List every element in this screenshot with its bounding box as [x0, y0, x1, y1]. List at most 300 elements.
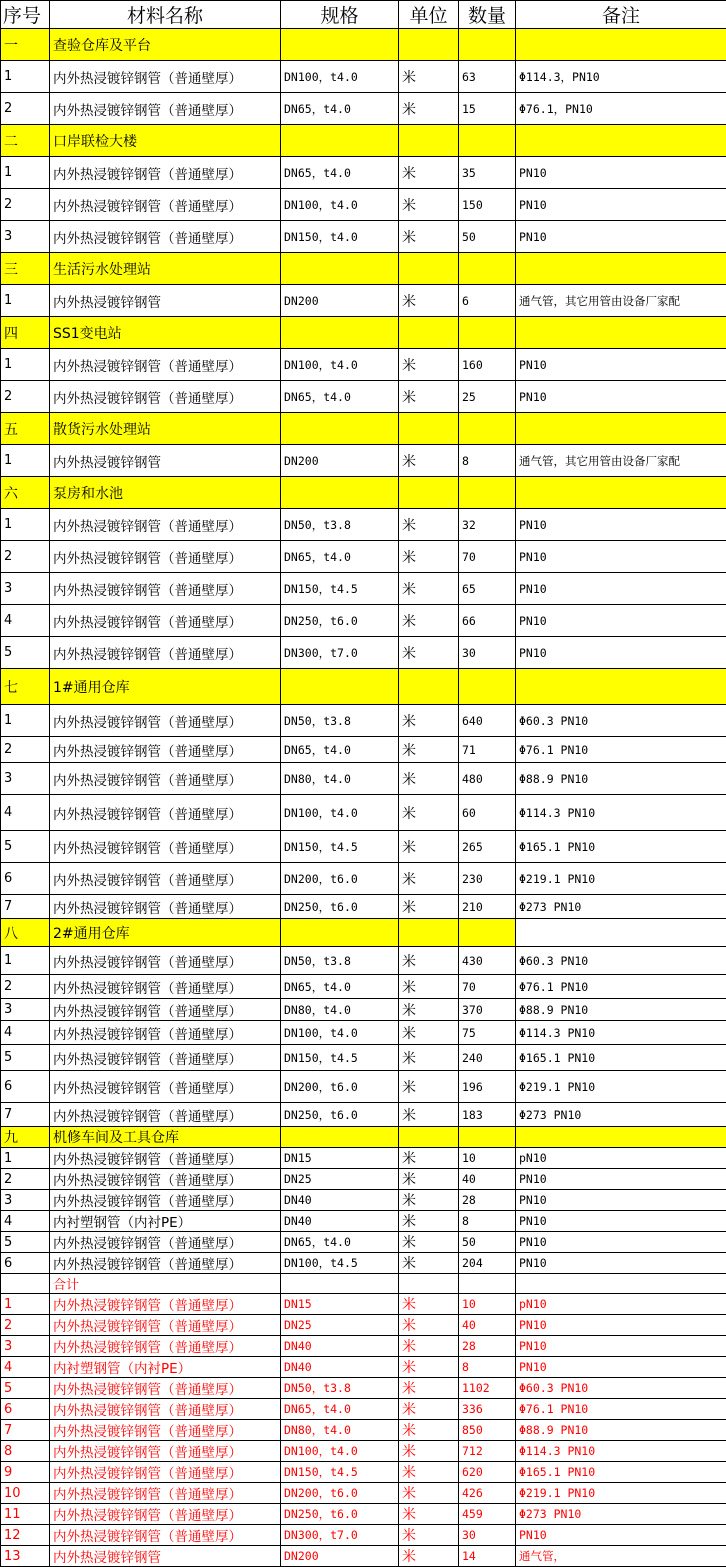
serial-cell: 2 — [1, 975, 50, 999]
qty-cell — [459, 919, 516, 947]
note-cell: Φ76.1 PN10 — [516, 975, 726, 999]
unit-cell — [399, 669, 459, 705]
qty-cell — [459, 669, 516, 705]
section-row — [1, 125, 726, 157]
note-cell: PN10 — [516, 605, 726, 637]
spec-cell: DN200，t6.0 — [281, 1071, 399, 1103]
qty-cell: 28 — [459, 1336, 516, 1357]
note-cell: Φ114.3 PN10 — [516, 795, 726, 831]
unit-cell: 米 — [399, 381, 459, 413]
note-cell: PN10 — [516, 1336, 726, 1357]
qty-cell: 183 — [459, 1103, 516, 1127]
qty-cell: 640 — [459, 705, 516, 737]
unit-cell: 米 — [399, 1315, 459, 1336]
unit-cell: 米 — [399, 831, 459, 863]
spec-cell: DN250，t6.0 — [281, 1103, 399, 1127]
table-row — [1, 1315, 726, 1336]
table-row — [1, 1441, 726, 1462]
table-row — [1, 1420, 726, 1441]
material-name-cell: 内外热浸镀锌钢管（普通壁厚） — [50, 221, 281, 253]
spec-cell: DN50，t3.8 — [281, 947, 399, 975]
serial-cell: 2 — [1, 189, 50, 221]
section-title: 机修车间及工具仓库 — [50, 1127, 281, 1148]
qty-cell — [459, 477, 516, 509]
note-cell — [516, 125, 726, 157]
table-row — [1, 605, 726, 637]
qty-cell: 480 — [459, 763, 516, 795]
table-row — [1, 1294, 726, 1315]
table-row — [1, 509, 726, 541]
unit-cell: 米 — [399, 1378, 459, 1399]
unit-cell — [399, 1274, 459, 1294]
note-cell: Φ165.1 PN10 — [516, 1045, 726, 1071]
unit-cell: 米 — [399, 445, 459, 477]
qty-cell: 430 — [459, 947, 516, 975]
qty-cell: 210 — [459, 895, 516, 919]
note-cell: Φ114.3 PN10 — [516, 1441, 726, 1462]
qty-cell: 8 — [459, 1357, 516, 1378]
unit-cell: 米 — [399, 947, 459, 975]
note-cell: Φ273 PN10 — [516, 1103, 726, 1127]
unit-cell: 米 — [399, 863, 459, 895]
table-row — [1, 737, 726, 763]
note-cell: PN10 — [516, 157, 726, 189]
note-cell: PN10 — [516, 1315, 726, 1336]
serial-cell: 2 — [1, 1315, 50, 1336]
spec-cell: DN65，t4.0 — [281, 1399, 399, 1420]
spec-cell: DN200，t6.0 — [281, 863, 399, 895]
header-quantity: 数量 — [459, 1, 516, 29]
table-row — [1, 541, 726, 573]
unit-cell: 米 — [399, 1546, 459, 1567]
qty-cell: 10 — [459, 1294, 516, 1315]
note-cell — [516, 477, 726, 509]
serial-cell: 13 — [1, 1546, 50, 1567]
table-row — [1, 1546, 726, 1567]
serial-cell: 3 — [1, 573, 50, 605]
spec-cell: DN65，t4.0 — [281, 1232, 399, 1253]
header-serial: 序号 — [1, 1, 50, 29]
serial-cell: 3 — [1, 1190, 50, 1211]
qty-cell — [459, 29, 516, 61]
table-row — [1, 445, 726, 477]
serial-cell: 5 — [1, 637, 50, 669]
qty-cell: 240 — [459, 1045, 516, 1071]
serial-cell: 1 — [1, 349, 50, 381]
spec-cell: DN200，t6.0 — [281, 1483, 399, 1504]
serial-cell: 五 — [1, 413, 50, 445]
qty-cell: 712 — [459, 1441, 516, 1462]
table-row — [1, 1045, 726, 1071]
serial-cell: 5 — [1, 1232, 50, 1253]
unit-cell: 米 — [399, 61, 459, 93]
unit-cell: 米 — [399, 1148, 459, 1169]
table-row — [1, 863, 726, 895]
unit-cell: 米 — [399, 1294, 459, 1315]
serial-cell: 四 — [1, 317, 50, 349]
qty-cell: 370 — [459, 999, 516, 1021]
qty-cell: 70 — [459, 541, 516, 573]
unit-cell — [399, 317, 459, 349]
serial-cell: 7 — [1, 1103, 50, 1127]
spec-cell: DN250，t6.0 — [281, 605, 399, 637]
unit-cell: 米 — [399, 605, 459, 637]
qty-cell: 426 — [459, 1483, 516, 1504]
unit-cell: 米 — [399, 221, 459, 253]
spec-cell: DN100，t4.0 — [281, 1441, 399, 1462]
note-cell: PN10 — [516, 1232, 726, 1253]
section-title: 2#通用仓库 — [50, 919, 281, 947]
spec-cell: DN40 — [281, 1357, 399, 1378]
section-row — [1, 1127, 726, 1148]
spec-cell: DN15 — [281, 1148, 399, 1169]
serial-cell: 二 — [1, 125, 50, 157]
material-name-cell: 内外热浸镀锌钢管（普通壁厚） — [50, 947, 281, 975]
serial-cell: 3 — [1, 221, 50, 253]
spec-cell: DN25 — [281, 1169, 399, 1190]
note-cell: Φ60.3 PN10 — [516, 947, 726, 975]
spec-cell: DN50，t3.8 — [281, 1378, 399, 1399]
spec-cell: DN250，t6.0 — [281, 895, 399, 919]
material-name-cell: 内外热浸镀锌钢管（普通壁厚） — [50, 895, 281, 919]
note-cell — [516, 919, 726, 947]
qty-cell: 30 — [459, 1525, 516, 1546]
section-row — [1, 919, 726, 947]
qty-cell: 230 — [459, 863, 516, 895]
unit-cell — [399, 29, 459, 61]
note-cell: Φ219.1 PN10 — [516, 863, 726, 895]
material-name-cell: 内外热浸镀锌钢管（普通壁厚） — [50, 61, 281, 93]
material-name-cell: 内外热浸镀锌钢管（普通壁厚） — [50, 1021, 281, 1045]
spec-cell: DN200 — [281, 445, 399, 477]
unit-cell: 米 — [399, 509, 459, 541]
material-name-cell: 内外热浸镀锌钢管（普通壁厚） — [50, 1441, 281, 1462]
qty-cell: 50 — [459, 1232, 516, 1253]
unit-cell — [399, 253, 459, 285]
spec-cell: DN15 — [281, 1294, 399, 1315]
qty-cell: 75 — [459, 1021, 516, 1045]
unit-cell: 米 — [399, 1525, 459, 1546]
spec-cell: DN300，t7.0 — [281, 1525, 399, 1546]
serial-cell: 六 — [1, 477, 50, 509]
qty-cell: 63 — [459, 61, 516, 93]
note-cell: pN10 — [516, 1148, 726, 1169]
serial-cell: 3 — [1, 763, 50, 795]
qty-cell: 66 — [459, 605, 516, 637]
section-title: 泵房和水池 — [50, 477, 281, 509]
unit-cell — [399, 125, 459, 157]
table-row — [1, 1357, 726, 1378]
note-cell: Φ76.1 PN10 — [516, 1399, 726, 1420]
unit-cell — [399, 1127, 459, 1148]
table-row — [1, 1103, 726, 1127]
material-name-cell: 内外热浸镀锌钢管（普通壁厚） — [50, 763, 281, 795]
table-row — [1, 1253, 726, 1274]
note-cell: PN10 — [516, 637, 726, 669]
material-name-cell: 内外热浸镀锌钢管（普通壁厚） — [50, 637, 281, 669]
section-title: 散货污水处理站 — [50, 413, 281, 445]
section-row — [1, 317, 726, 349]
serial-cell: 4 — [1, 1211, 50, 1232]
table-body — [1, 29, 726, 1567]
note-cell: PN10 — [516, 1253, 726, 1274]
serial-cell: 1 — [1, 285, 50, 317]
qty-cell: 160 — [459, 349, 516, 381]
material-name-cell: 内外热浸镀锌钢管（普通壁厚） — [50, 349, 281, 381]
material-name-cell: 内外热浸镀锌钢管（普通壁厚） — [50, 1462, 281, 1483]
unit-cell: 米 — [399, 895, 459, 919]
section-row — [1, 477, 726, 509]
material-name-cell: 内外热浸镀锌钢管（普通壁厚） — [50, 93, 281, 125]
spec-cell: DN65，t4.0 — [281, 737, 399, 763]
unit-cell: 米 — [399, 763, 459, 795]
serial-cell: 6 — [1, 1253, 50, 1274]
qty-cell: 65 — [459, 573, 516, 605]
material-name-cell: 内外热浸镀锌钢管（普通壁厚） — [50, 705, 281, 737]
unit-cell: 米 — [399, 1045, 459, 1071]
total-label: 合计 — [50, 1274, 281, 1294]
spec-cell — [281, 413, 399, 445]
unit-cell: 米 — [399, 349, 459, 381]
note-cell — [516, 669, 726, 705]
unit-cell — [399, 919, 459, 947]
spec-cell: DN300，t7.0 — [281, 637, 399, 669]
header-spec: 规格 — [281, 1, 399, 29]
serial-cell: 7 — [1, 895, 50, 919]
material-name-cell: 内外热浸镀锌钢管（普通壁厚） — [50, 1103, 281, 1127]
serial-cell: 12 — [1, 1525, 50, 1546]
table-row — [1, 795, 726, 831]
table-row — [1, 93, 726, 125]
total-row — [1, 1274, 726, 1294]
table-row — [1, 285, 726, 317]
note-cell — [516, 1274, 726, 1294]
note-cell: Φ219.1 PN10 — [516, 1071, 726, 1103]
qty-cell: 6 — [459, 285, 516, 317]
material-name-cell: 内外热浸镀锌钢管（普通壁厚） — [50, 1169, 281, 1190]
qty-cell: 40 — [459, 1169, 516, 1190]
qty-cell: 35 — [459, 157, 516, 189]
spec-cell — [281, 317, 399, 349]
material-name-cell: 内外热浸镀锌钢管（普通壁厚） — [50, 1294, 281, 1315]
qty-cell — [459, 413, 516, 445]
serial-cell: 1 — [1, 947, 50, 975]
note-cell: PN10 — [516, 189, 726, 221]
material-name-cell: 内外热浸镀锌钢管（普通壁厚） — [50, 573, 281, 605]
qty-cell — [459, 1274, 516, 1294]
spec-cell: DN65，t4.0 — [281, 93, 399, 125]
note-cell: PN10 — [516, 221, 726, 253]
spec-cell: DN50，t3.8 — [281, 509, 399, 541]
spec-cell: DN200 — [281, 285, 399, 317]
note-cell — [516, 413, 726, 445]
material-name-cell: 内外热浸镀锌钢管（普通壁厚） — [50, 1504, 281, 1525]
note-cell: PN10 — [516, 573, 726, 605]
qty-cell: 15 — [459, 93, 516, 125]
material-name-cell: 内外热浸镀锌钢管（普通壁厚） — [50, 381, 281, 413]
note-cell: 通气管， — [516, 1546, 726, 1567]
serial-cell: 一 — [1, 29, 50, 61]
spec-cell: DN25 — [281, 1315, 399, 1336]
spec-cell: DN250，t6.0 — [281, 1504, 399, 1525]
serial-cell — [1, 1274, 50, 1294]
material-name-cell: 内外热浸镀锌钢管（普通壁厚） — [50, 737, 281, 763]
table-row — [1, 221, 726, 253]
spec-cell — [281, 125, 399, 157]
serial-cell: 三 — [1, 253, 50, 285]
spec-cell: DN80，t4.0 — [281, 1420, 399, 1441]
note-cell: PN10 — [516, 349, 726, 381]
spec-cell: DN40 — [281, 1336, 399, 1357]
serial-cell: 6 — [1, 1399, 50, 1420]
spec-cell: DN200 — [281, 1546, 399, 1567]
table-row — [1, 999, 726, 1021]
qty-cell: 204 — [459, 1253, 516, 1274]
serial-cell: 6 — [1, 863, 50, 895]
table-row — [1, 1483, 726, 1504]
header-unit: 单位 — [399, 1, 459, 29]
qty-cell: 14 — [459, 1546, 516, 1567]
unit-cell: 米 — [399, 795, 459, 831]
unit-cell: 米 — [399, 1169, 459, 1190]
qty-cell: 70 — [459, 975, 516, 999]
spec-cell — [281, 253, 399, 285]
table-row — [1, 189, 726, 221]
qty-cell: 25 — [459, 381, 516, 413]
qty-cell: 28 — [459, 1190, 516, 1211]
serial-cell: 11 — [1, 1504, 50, 1525]
table-row — [1, 1378, 726, 1399]
qty-cell: 150 — [459, 189, 516, 221]
qty-cell: 71 — [459, 737, 516, 763]
material-name-cell: 内外热浸镀锌钢管（普通壁厚） — [50, 1148, 281, 1169]
note-cell: pN10 — [516, 1294, 726, 1315]
table-row — [1, 573, 726, 605]
spec-cell: DN80，t4.0 — [281, 763, 399, 795]
table-row — [1, 1211, 726, 1232]
note-cell: PN10 — [516, 1169, 726, 1190]
note-cell: 通气管，其它用管由设备厂家配 — [516, 285, 726, 317]
unit-cell: 米 — [399, 1253, 459, 1274]
qty-cell: 1102 — [459, 1378, 516, 1399]
spec-cell — [281, 1127, 399, 1148]
serial-cell: 2 — [1, 737, 50, 763]
note-cell: PN10 — [516, 509, 726, 541]
unit-cell: 米 — [399, 1021, 459, 1045]
qty-cell: 196 — [459, 1071, 516, 1103]
spec-cell — [281, 477, 399, 509]
spec-cell: DN40 — [281, 1211, 399, 1232]
unit-cell: 米 — [399, 737, 459, 763]
qty-cell — [459, 1127, 516, 1148]
unit-cell: 米 — [399, 1336, 459, 1357]
unit-cell: 米 — [399, 1071, 459, 1103]
note-cell — [516, 29, 726, 61]
unit-cell: 米 — [399, 705, 459, 737]
table-row — [1, 637, 726, 669]
note-cell: Φ114.3 PN10 — [516, 1021, 726, 1045]
header-material-name: 材料名称 — [50, 1, 281, 29]
material-name-cell: 内外热浸镀锌钢管（普通壁厚） — [50, 1232, 281, 1253]
note-cell: Φ88.9 PN10 — [516, 763, 726, 795]
spec-cell: DN100，t4.0 — [281, 795, 399, 831]
spec-cell: DN150，t4.5 — [281, 1462, 399, 1483]
serial-cell: 4 — [1, 605, 50, 637]
serial-cell: 4 — [1, 795, 50, 831]
material-name-cell: 内外热浸镀锌钢管（普通壁厚） — [50, 189, 281, 221]
header-row — [1, 1, 726, 29]
unit-cell: 米 — [399, 189, 459, 221]
spec-cell — [281, 919, 399, 947]
material-name-cell: 内外热浸镀锌钢管 — [50, 445, 281, 477]
note-cell: Φ88.9 PN10 — [516, 1420, 726, 1441]
note-cell: 通气管，其它用管由设备厂家配 — [516, 445, 726, 477]
note-cell: Φ88.9 PN10 — [516, 999, 726, 1021]
unit-cell: 米 — [399, 1420, 459, 1441]
unit-cell: 米 — [399, 1399, 459, 1420]
material-name-cell: 内外热浸镀锌钢管（普通壁厚） — [50, 999, 281, 1021]
note-cell: PN10 — [516, 1211, 726, 1232]
serial-cell: 七 — [1, 669, 50, 705]
section-title: 1#通用仓库 — [50, 669, 281, 705]
material-name-cell: 内外热浸镀锌钢管（普通壁厚） — [50, 1190, 281, 1211]
unit-cell — [399, 477, 459, 509]
note-cell: Φ219.1 PN10 — [516, 1483, 726, 1504]
spec-cell: DN100，t4.0 — [281, 1021, 399, 1045]
note-cell — [516, 317, 726, 349]
qty-cell: 32 — [459, 509, 516, 541]
serial-cell: 1 — [1, 509, 50, 541]
material-name-cell: 内衬塑钢管（内衬PE） — [50, 1357, 281, 1378]
material-name-cell: 内外热浸镀锌钢管（普通壁厚） — [50, 1336, 281, 1357]
material-name-cell: 内外热浸镀锌钢管（普通壁厚） — [50, 975, 281, 999]
material-name-cell: 内外热浸镀锌钢管（普通壁厚） — [50, 157, 281, 189]
material-name-cell: 内外热浸镀锌钢管（普通壁厚） — [50, 1378, 281, 1399]
spec-cell: DN40 — [281, 1190, 399, 1211]
table-row — [1, 705, 726, 737]
unit-cell: 米 — [399, 1103, 459, 1127]
unit-cell — [399, 413, 459, 445]
unit-cell: 米 — [399, 999, 459, 1021]
table-row — [1, 763, 726, 795]
material-name-cell: 内外热浸镀锌钢管（普通壁厚） — [50, 509, 281, 541]
material-name-cell: 内外热浸镀锌钢管（普通壁厚） — [50, 831, 281, 863]
spec-cell: DN65，t4.0 — [281, 157, 399, 189]
note-cell: PN10 — [516, 1190, 726, 1211]
note-cell: Φ60.3 PN10 — [516, 1378, 726, 1399]
table-row — [1, 1525, 726, 1546]
serial-cell: 4 — [1, 1021, 50, 1045]
unit-cell: 米 — [399, 573, 459, 605]
serial-cell: 3 — [1, 1336, 50, 1357]
serial-cell: 1 — [1, 157, 50, 189]
serial-cell: 5 — [1, 1045, 50, 1071]
spec-cell: DN100，t4.0 — [281, 61, 399, 93]
spec-cell: DN100，t4.5 — [281, 1253, 399, 1274]
material-name-cell: 内外热浸镀锌钢管（普通壁厚） — [50, 1253, 281, 1274]
spec-cell: DN150，t4.5 — [281, 1045, 399, 1071]
material-name-cell: 内外热浸镀锌钢管（普通壁厚） — [50, 1045, 281, 1071]
unit-cell: 米 — [399, 285, 459, 317]
qty-cell — [459, 253, 516, 285]
unit-cell: 米 — [399, 541, 459, 573]
unit-cell: 米 — [399, 637, 459, 669]
section-row — [1, 253, 726, 285]
unit-cell: 米 — [399, 1190, 459, 1211]
material-name-cell: 内外热浸镀锌钢管 — [50, 1546, 281, 1567]
qty-cell: 336 — [459, 1399, 516, 1420]
unit-cell: 米 — [399, 1483, 459, 1504]
